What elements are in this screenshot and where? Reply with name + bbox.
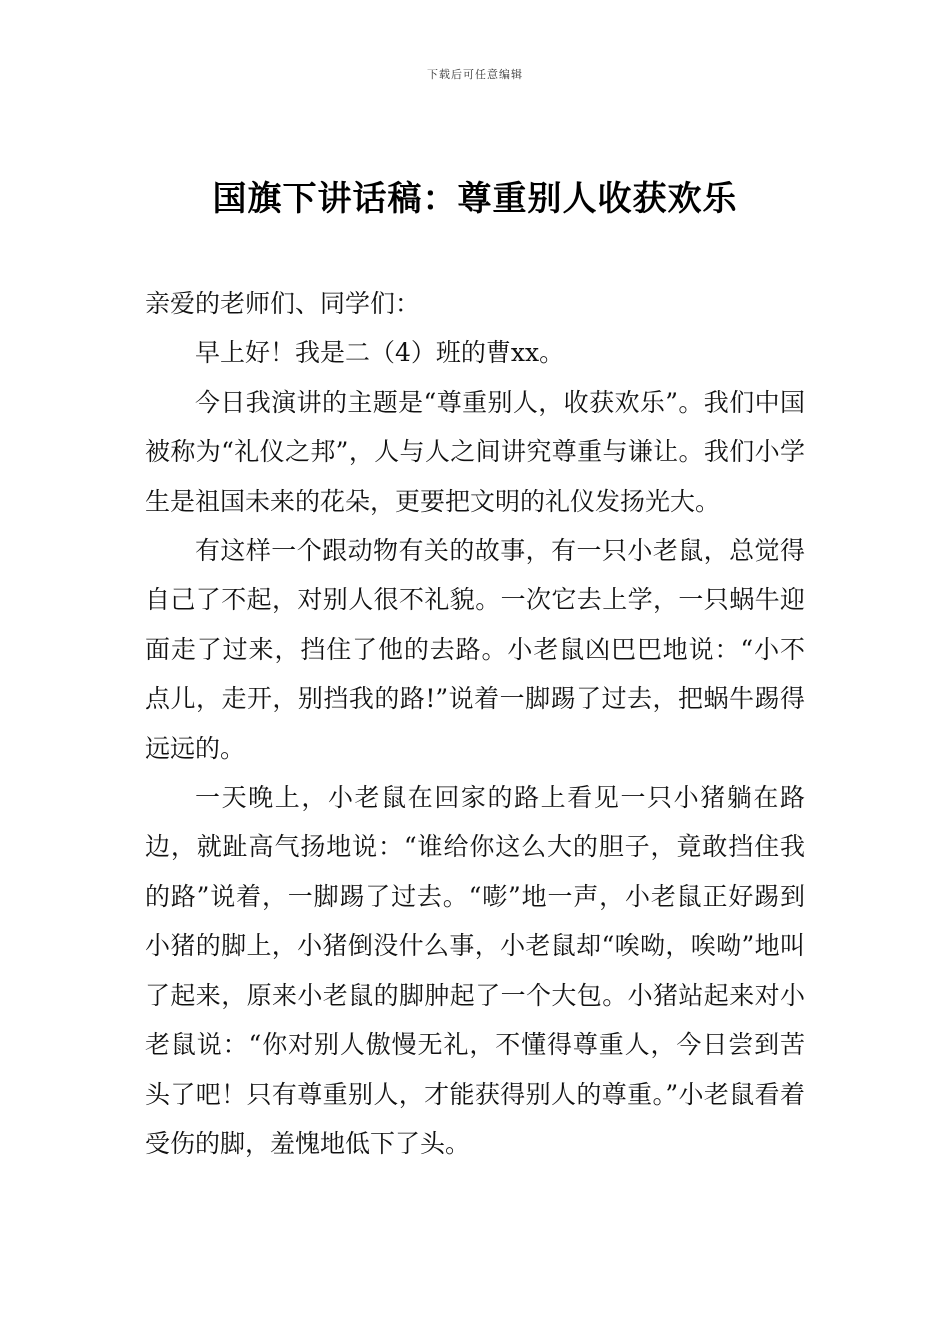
- paragraph-greeting: 早上好！我是二（4）班的曹xx。: [195, 338, 565, 368]
- paragraph-story-pig: 一天晚上，小老鼠在回家的路上看见一只小猪躺在路边，就趾高气扬地说：“谁给你这么大的胆子，竟敢挡住我的路”说着，一脚踢了过去。“嘭”地一声，小老鼠正好踢到小猪的脚上，小猪倒没什么事，小老鼠却“唉呦，唉呦”地叫了起来，原来小老鼠的脚肿起了一个大包。小猪站起来对小老鼠说：“你对别人傲慢无礼，不懂得尊重人，今日尝到苦头了吧！只有尊重别人，才能获得别人的尊重。”小老鼠看着受伤的脚，羞愧地低下了头。: [145, 783, 805, 1158]
- salutation: 亲爱的老师们、同学们：: [145, 289, 421, 318]
- paragraph-story-snail: 有这样一个跟动物有关的故事，有一只小老鼠，总觉得自己了不起，对别人很不礼貌。一次它去上学，一只蜗牛迎面走了过来，挡住了他的去路。小老鼠凶巴巴地说：“小不点儿，走开，别挡我的路!”说着一脚踢了过去，把蜗牛踢得远远的。: [145, 536, 805, 763]
- document-body: [145, 279, 805, 1168]
- paragraph-topic: 今日我演讲的主题是“尊重别人，收获欢乐”。我们中国被称为“礼仪之邦”，人与人之间讲究尊重与谦让。我们小学生是祖国未来的花朵，更要把文明的礼仪发扬光大。: [145, 387, 805, 516]
- header-note: 下载后可任意编辑: [427, 68, 523, 81]
- document-title: 国旗下讲话稿：尊重别人收获欢乐: [212, 179, 738, 219]
